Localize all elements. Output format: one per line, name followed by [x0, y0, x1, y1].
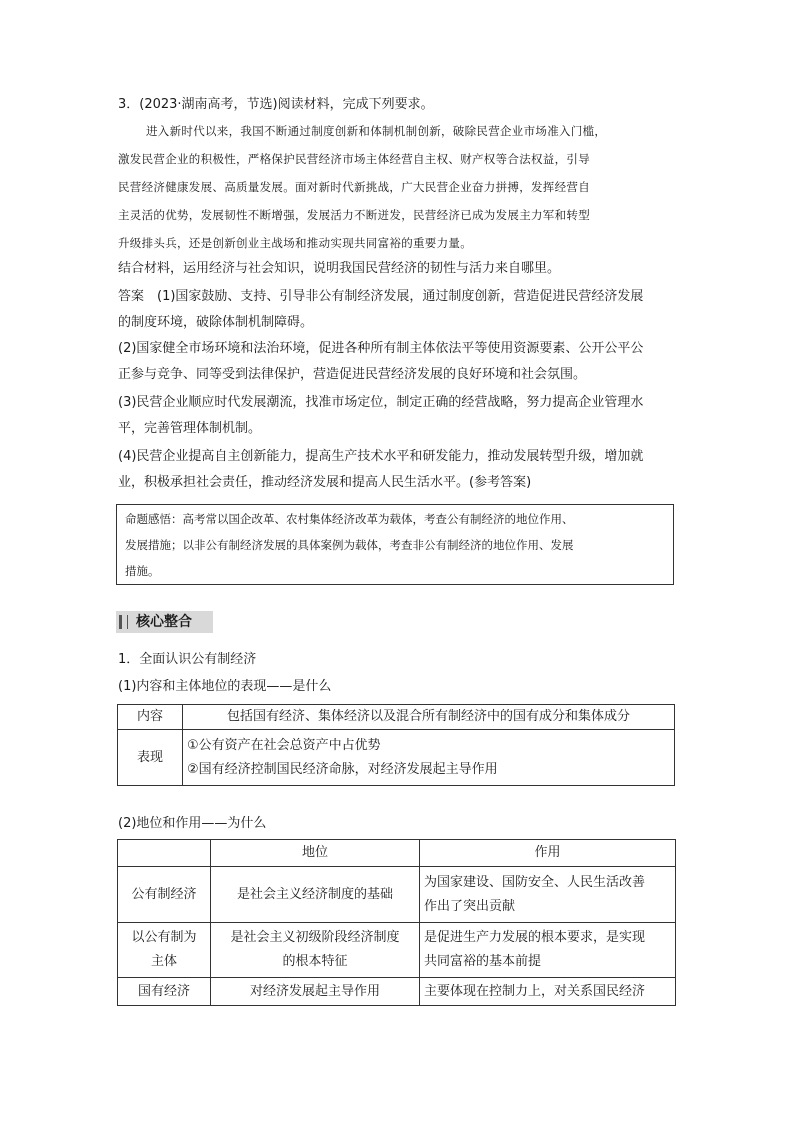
table-cell: 对经济发展起主导作用 [211, 978, 420, 1006]
subsection-title: (2)地位和作用——为什么 [118, 816, 267, 831]
content-table [117, 704, 675, 786]
question-prompt: 结合材料，运用经济与社会知识，说明我国民营经济的韧性与活力来自哪里。 [118, 261, 561, 276]
answer-line: (4)民营企业提高自主创新能力，提高生产技术水平和研发能力，推动发展转型升级，增加就 [118, 449, 644, 464]
table-cell [211, 923, 420, 978]
material-line: 进入新时代以来，我国不断通过制度创新和体制机制创新，破除民营企业市场准入门槛， [146, 124, 607, 138]
answer-line: 平，完善管理体制机制。 [118, 421, 262, 436]
note-line: 措施。 [125, 564, 160, 578]
table-head-cell [118, 840, 211, 867]
material-line: 主灵活的优势，发展韧性不断增强，发展活力不断迸发，民营经济已成为发展主力军和转型 [118, 208, 590, 222]
note-line: 命题感悟：高考常以国企改革、农村集体经济改革为载体，考查公有制经济的地位作用、 [125, 512, 574, 526]
material-line: 升级排头兵，还是创新创业主战场和推动实现共同富裕的重要力量。 [118, 236, 472, 250]
answer-line: (2)国家健全市场环境和法治环境，促进各种所有制主体依法平等使用资源要素、公开公平公 [118, 341, 644, 356]
answer-line: (3)民营企业顺应时代发展潮流，找准市场定位，制定正确的经营战略，努力提高企业管理水 [118, 395, 644, 410]
table-cell-line: 为国家建设、国防安全、人民生活改善 [424, 874, 646, 890]
table-cell: 是社会主义经济制度的基础 [211, 867, 420, 923]
material-line: 激发民营企业的积极性，严格保护民营经济市场主体经营自主权、财产权等合法权益，引导 [118, 152, 590, 166]
table-cell-line: 主体 [150, 954, 177, 969]
table-cell-line: ①公有资产在社会总资产中占优势 [187, 737, 381, 753]
answer-line: 正参与竞争、同等受到法律保护，营造促进民营经济发展的良好环境和社会氛围。 [118, 367, 587, 382]
table-head-cell: 作用 [420, 840, 676, 867]
section-heading [116, 611, 213, 633]
subsection-title: (1)内容和主体地位的表现——是什么 [118, 679, 332, 694]
table-cell [420, 867, 676, 923]
table-cell-line: ②国有经济控制国民经济命脉，对经济发展起主导作用 [187, 761, 498, 777]
point-title: 1．全面认识公有制经济 [118, 652, 257, 667]
table-cell-line: 是促进生产力发展的根本要求，是实现 [424, 930, 646, 945]
section-title: 核心整合 [136, 614, 192, 630]
table-head-cell: 内容 [118, 705, 183, 730]
table-cell-line: 共同富裕的基本前提 [424, 954, 542, 969]
table-cell: 包括国有经济、集体经济以及混合所有制经济中的国有成分和集体成分 [183, 705, 675, 730]
answer-line: 业，积极承担社会责任，推动经济发展和提高人民生活水平。(参考答案) [118, 475, 532, 490]
table-row-head: 国有经济 [118, 978, 211, 1006]
table-cell-line: 以公有制为 [131, 930, 197, 945]
status-role-table [117, 839, 676, 1006]
answer-line: 的制度环境，破除体制机制障碍。 [118, 315, 314, 330]
question-stem: 3．(2023·湖南高考，节选)阅读材料，完成下列要求。 [118, 97, 434, 112]
table-head-cell: 表现 [118, 730, 183, 786]
table-cell [183, 730, 675, 786]
table-row-head [118, 923, 211, 978]
table-cell [420, 923, 676, 978]
material-line: 民营经济健康发展、高质量发展。面对新时代新挑战，广大民营企业奋力拼搏，发挥经营自 [118, 180, 590, 194]
table-cell: 主要体现在控制力上，对关系国民经济 [420, 978, 676, 1006]
table-head-cell: 地位 [211, 840, 420, 867]
table-cell-line: 作出了突出贡献 [424, 898, 516, 914]
table-row-head: 公有制经济 [118, 867, 211, 923]
note-line: 发展措施；以非公有制经济发展的具体案例为载体，考查非公有制经济的地位作用、发展 [125, 538, 574, 552]
table-cell-line: 是社会主义初级阶段经济制度 [230, 930, 400, 945]
section-marker-icon [119, 615, 128, 629]
answer-line: 答案 (1)国家鼓励、支持、引导非公有制经济发展，通过制度创新，营造促进民营经济发展 [118, 289, 644, 304]
table-cell-line: 的根本特征 [282, 954, 348, 969]
insight-note-box [116, 504, 674, 585]
